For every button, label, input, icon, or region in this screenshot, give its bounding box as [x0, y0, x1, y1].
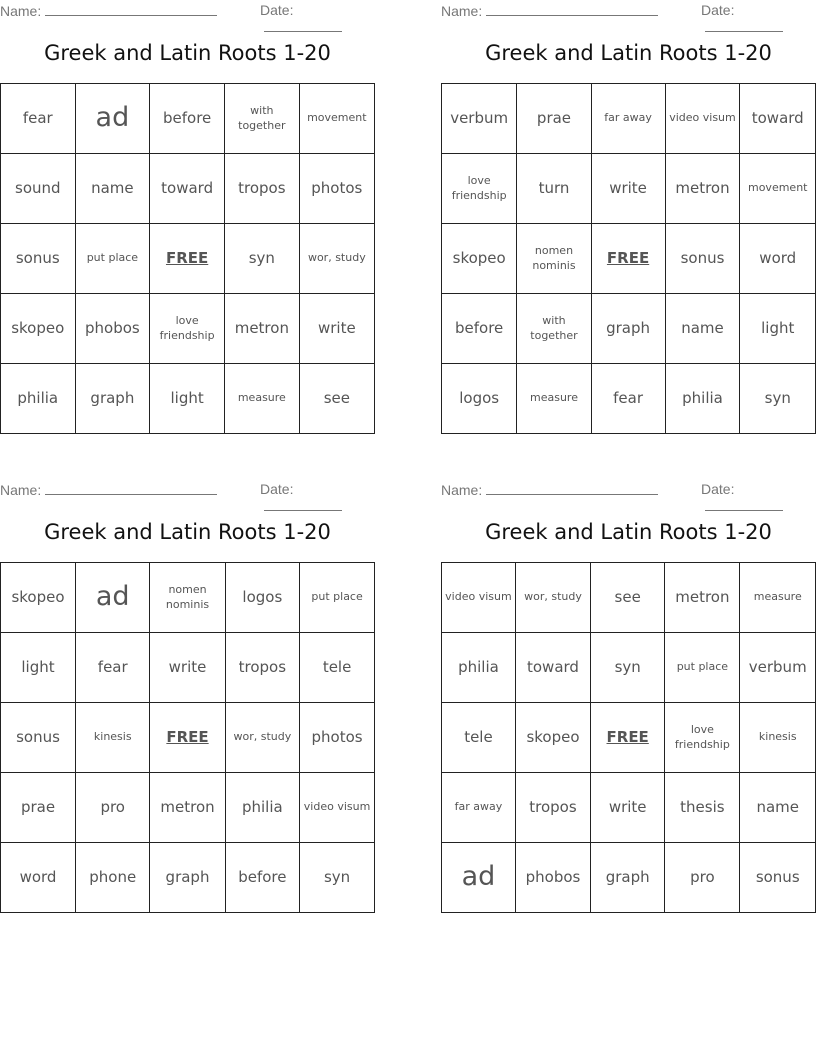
date-label — [260, 481, 375, 514]
bingo-cell[interactable]: fear — [1, 84, 76, 154]
name-line — [45, 2, 217, 16]
free-space[interactable]: FREE — [591, 224, 665, 294]
bingo-cell[interactable]: sonus — [740, 843, 816, 913]
bingo-cell[interactable]: philia — [225, 773, 300, 843]
name-label — [441, 2, 658, 19]
date-label-text: Date: — [701, 2, 735, 18]
bingo-cell[interactable]: philia — [1, 364, 76, 434]
bingo-cell[interactable]: wor, study — [299, 224, 374, 294]
bingo-cell[interactable]: skopeo — [1, 563, 76, 633]
bingo-row — [442, 703, 816, 773]
bingo-cell[interactable]: put place — [300, 563, 375, 633]
date-label — [260, 2, 375, 35]
bingo-row — [442, 773, 816, 843]
bingo-row — [1, 294, 375, 364]
bingo-row — [1, 84, 375, 154]
bingo-cell[interactable]: name — [75, 154, 150, 224]
bingo-cell[interactable]: love friendship — [150, 294, 225, 364]
bingo-cell[interactable]: photos — [299, 154, 374, 224]
bingo-cell[interactable]: turn — [517, 154, 591, 224]
date-label-text: Date: — [260, 481, 294, 497]
bingo-cell[interactable]: before — [150, 84, 225, 154]
bingo-cell[interactable]: before — [442, 294, 517, 364]
bingo-cell[interactable]: movement — [740, 154, 816, 224]
bingo-cell[interactable]: ad — [442, 843, 516, 913]
bingo-row — [1, 364, 375, 434]
bingo-row — [1, 773, 375, 843]
bingo-cell[interactable]: word — [1, 843, 76, 913]
bingo-row — [442, 633, 816, 703]
bingo-cell[interactable]: fear — [591, 364, 665, 434]
card-title: Greek and Latin Roots 1-20 — [44, 520, 331, 544]
bingo-cell[interactable]: measure — [225, 364, 300, 434]
bingo-grid — [441, 562, 816, 913]
bingo-cell[interactable]: tropos — [225, 633, 300, 703]
bingo-cell[interactable]: phobos — [75, 294, 150, 364]
bingo-cell[interactable]: metron — [665, 154, 740, 224]
free-space[interactable]: FREE — [150, 703, 225, 773]
bingo-cell[interactable]: skopeo — [442, 224, 517, 294]
bingo-cell[interactable]: toward — [150, 154, 225, 224]
card-title: Greek and Latin Roots 1-20 — [485, 520, 772, 544]
bingo-cell[interactable]: with together — [225, 84, 300, 154]
bingo-cell[interactable]: kinesis — [740, 703, 816, 773]
bingo-cell[interactable]: light — [150, 364, 225, 434]
name-line — [486, 481, 658, 495]
bingo-cell[interactable]: nomen nominis — [517, 224, 591, 294]
bingo-cell[interactable]: with together — [517, 294, 591, 364]
bingo-cell[interactable]: toward — [515, 633, 590, 703]
date-line — [264, 18, 342, 32]
bingo-cell[interactable]: metron — [225, 294, 300, 364]
bingo-cell[interactable]: metron — [150, 773, 225, 843]
card-header — [0, 481, 375, 499]
bingo-cell[interactable]: graph — [150, 843, 225, 913]
bingo-cell[interactable]: philia — [665, 364, 740, 434]
bingo-cell[interactable]: light — [1, 633, 76, 703]
name-line — [486, 2, 658, 16]
bingo-cell[interactable]: skopeo — [1, 294, 76, 364]
bingo-row — [1, 843, 375, 913]
bingo-row — [442, 843, 816, 913]
bingo-cell[interactable]: video visum — [442, 563, 516, 633]
bingo-cell[interactable]: skopeo — [515, 703, 590, 773]
bingo-row — [1, 154, 375, 224]
bingo-cell[interactable]: write — [591, 154, 665, 224]
bingo-row — [442, 154, 816, 224]
bingo-cell[interactable]: verbum — [740, 633, 816, 703]
bingo-cell[interactable]: logos — [442, 364, 517, 434]
bingo-cell[interactable]: write — [150, 633, 225, 703]
bingo-row — [1, 563, 375, 633]
bingo-row — [442, 294, 816, 364]
bingo-cell[interactable]: video visum — [300, 773, 375, 843]
bingo-cell[interactable]: name — [740, 773, 816, 843]
bingo-cell[interactable]: movement — [299, 84, 374, 154]
bingo-cell[interactable]: tropos — [515, 773, 590, 843]
name-label — [0, 481, 217, 498]
card-title: Greek and Latin Roots 1-20 — [485, 41, 772, 65]
bingo-cell[interactable]: phobos — [515, 843, 590, 913]
bingo-cell[interactable]: prae — [1, 773, 76, 843]
name-label — [0, 2, 217, 19]
date-label — [701, 481, 816, 514]
bingo-cell[interactable]: light — [740, 294, 816, 364]
bingo-cell[interactable]: fear — [76, 633, 150, 703]
date-label-text: Date: — [701, 481, 735, 497]
bingo-cell[interactable]: love friendship — [665, 703, 740, 773]
bingo-cell[interactable]: tele — [442, 703, 516, 773]
date-line — [705, 18, 783, 32]
bingo-cell[interactable]: toward — [740, 84, 816, 154]
bingo-grid — [0, 562, 375, 913]
bingo-cell[interactable]: see — [299, 364, 374, 434]
bingo-cell[interactable]: ad — [76, 563, 150, 633]
card-title: Greek and Latin Roots 1-20 — [44, 41, 331, 65]
bingo-cell[interactable]: photos — [300, 703, 375, 773]
bingo-cell[interactable]: far away — [442, 773, 516, 843]
bingo-cell[interactable]: syn — [300, 843, 375, 913]
bingo-cell[interactable]: wor, study — [515, 563, 590, 633]
bingo-cell[interactable]: write — [591, 773, 665, 843]
bingo-cell[interactable]: before — [225, 843, 300, 913]
bingo-cell[interactable]: graph — [591, 843, 665, 913]
bingo-cell[interactable]: love friendship — [442, 154, 517, 224]
date-line — [705, 497, 783, 511]
bingo-cell[interactable]: measure — [740, 563, 816, 633]
bingo-cell[interactable]: prae — [517, 84, 591, 154]
name-label-text: Name: — [441, 3, 483, 19]
bingo-cell[interactable]: wor, study — [225, 703, 300, 773]
card-header — [441, 2, 816, 20]
bingo-cell[interactable]: sonus — [665, 224, 740, 294]
bingo-cell[interactable]: sonus — [1, 224, 76, 294]
bingo-cell[interactable]: kinesis — [76, 703, 150, 773]
bingo-cell[interactable]: video visum — [665, 84, 740, 154]
bingo-cell[interactable]: write — [299, 294, 374, 364]
card-header — [0, 2, 375, 20]
free-space[interactable]: FREE — [591, 703, 665, 773]
name-label-text: Name: — [0, 3, 42, 19]
bingo-cell[interactable]: syn — [740, 364, 816, 434]
bingo-row — [1, 224, 375, 294]
card-header — [441, 481, 816, 499]
bingo-cell[interactable]: philia — [442, 633, 516, 703]
bingo-cell[interactable]: metron — [665, 563, 740, 633]
date-line — [264, 497, 342, 511]
bingo-cell[interactable]: pro — [665, 843, 740, 913]
bingo-cell[interactable]: sound — [1, 154, 76, 224]
bingo-cell[interactable]: syn — [591, 633, 665, 703]
bingo-cell[interactable]: graph — [591, 294, 665, 364]
date-label — [701, 2, 816, 35]
bingo-row — [1, 633, 375, 703]
bingo-cell[interactable]: phone — [76, 843, 150, 913]
bingo-cell[interactable]: graph — [75, 364, 150, 434]
bingo-cell[interactable]: logos — [225, 563, 300, 633]
bingo-cell[interactable]: measure — [517, 364, 591, 434]
bingo-cell[interactable]: thesis — [665, 773, 740, 843]
bingo-cell[interactable]: ad — [75, 84, 150, 154]
bingo-cell[interactable]: pro — [76, 773, 150, 843]
free-space[interactable]: FREE — [150, 224, 225, 294]
date-label-text: Date: — [260, 2, 294, 18]
bingo-cell[interactable]: far away — [591, 84, 665, 154]
bingo-cell[interactable]: sonus — [1, 703, 76, 773]
bingo-row — [442, 563, 816, 633]
bingo-row — [442, 364, 816, 434]
bingo-row — [1, 703, 375, 773]
name-line — [45, 481, 217, 495]
bingo-row — [442, 84, 816, 154]
name-label-text: Name: — [0, 482, 42, 498]
bingo-cell[interactable]: put place — [75, 224, 150, 294]
bingo-grid — [441, 83, 816, 434]
name-label-text: Name: — [441, 482, 483, 498]
bingo-cell[interactable]: tropos — [225, 154, 300, 224]
bingo-row — [442, 224, 816, 294]
bingo-grid — [0, 83, 375, 434]
bingo-cell[interactable]: verbum — [442, 84, 517, 154]
bingo-cell[interactable]: syn — [225, 224, 300, 294]
bingo-cell[interactable]: tele — [300, 633, 375, 703]
bingo-cell[interactable]: put place — [665, 633, 740, 703]
name-label — [441, 481, 658, 498]
bingo-cell[interactable]: nomen nominis — [150, 563, 225, 633]
bingo-cell[interactable]: see — [591, 563, 665, 633]
bingo-cell[interactable]: word — [740, 224, 816, 294]
bingo-cell[interactable]: name — [665, 294, 740, 364]
